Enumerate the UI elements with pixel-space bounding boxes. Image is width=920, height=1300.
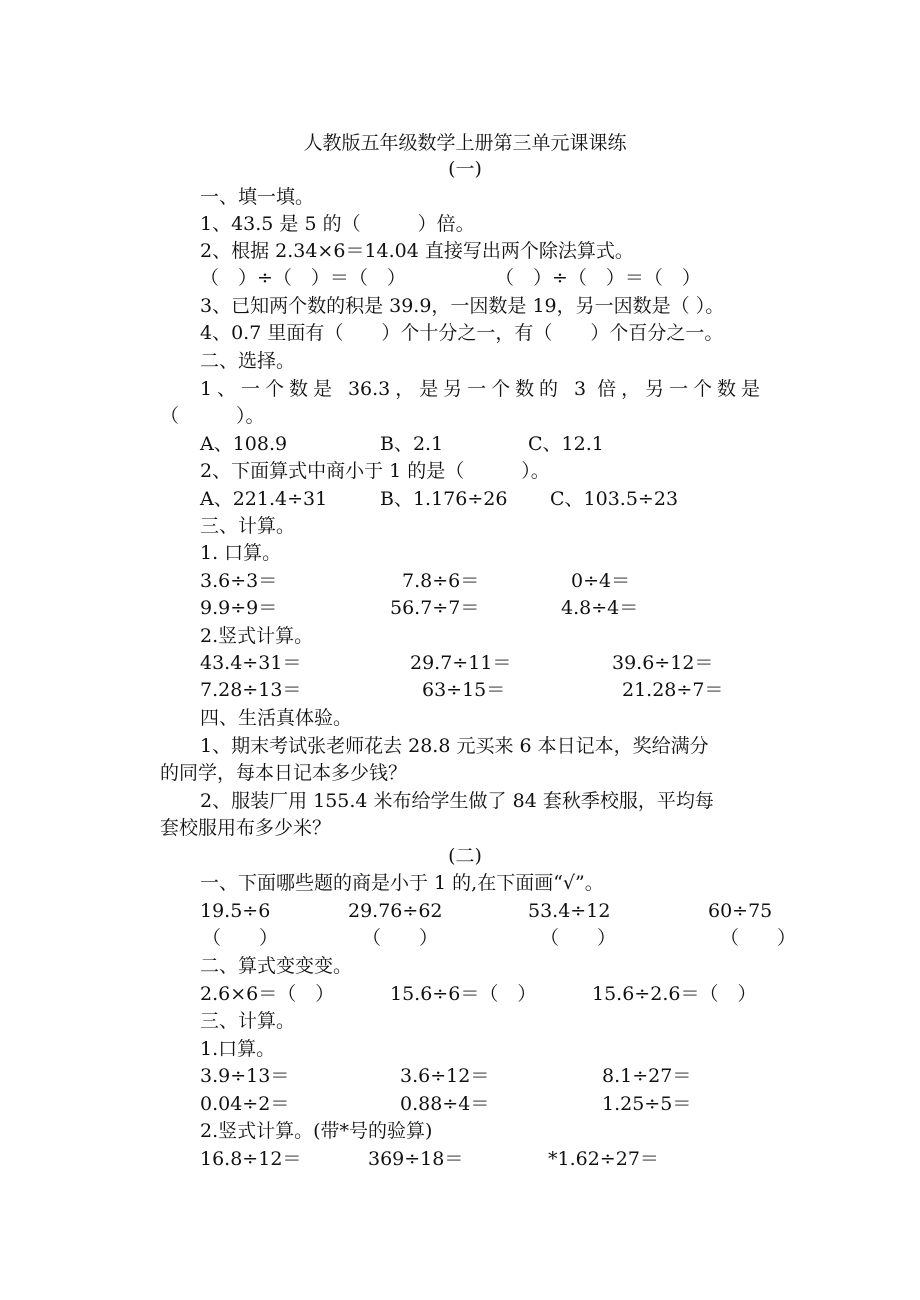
oral-item: 0.04÷2＝ xyxy=(200,1093,290,1115)
oral-item: 7.8÷6＝ xyxy=(402,570,480,592)
part-two-label: (二) xyxy=(448,845,482,867)
oral-item: 8.1÷27＝ xyxy=(602,1065,692,1087)
choice-2-option-b: B、1.176÷26 xyxy=(380,488,508,510)
part-two-vertical-label: 2.竖式计算。(带*号的验算) xyxy=(200,1120,433,1142)
oral-item: 3.6÷12＝ xyxy=(400,1065,490,1087)
section-choice-heading: 二、选择。 xyxy=(200,350,296,372)
vertical-item: 39.6÷12＝ xyxy=(612,652,714,674)
vertical-item: *1.62÷27＝ xyxy=(548,1148,659,1170)
check-blank: （ ） xyxy=(540,927,617,949)
fill-question-2-blank-b: （ ）÷（ ）＝（ ） xyxy=(495,267,701,289)
word-problem-2-line-2: 套校服用布多少米？ xyxy=(160,817,332,839)
choice-2-option-a: A、221.4÷31 xyxy=(200,488,328,510)
vertical-item: 43.4÷31＝ xyxy=(200,652,302,674)
choice-1-option-c: C、12.1 xyxy=(528,433,604,455)
transform-item: 2.6×6＝（ ） xyxy=(200,983,335,1005)
fill-question-2: 2、根据 2.34×6＝14.04 直接写出两个除法算式。 xyxy=(200,240,634,262)
vertical-calc-label: 2.竖式计算。 xyxy=(200,625,314,647)
oral-item: 56.7÷7＝ xyxy=(390,597,480,619)
fill-question-4: 4、0.7 里面有（ ）个十分之一，有（ ）个百分之一。 xyxy=(200,322,724,344)
section-life-heading: 四、生活真体验。 xyxy=(200,707,353,729)
quotient-item: 53.4÷12 xyxy=(528,900,611,922)
part-two-calc-heading: 三、计算。 xyxy=(200,1010,296,1032)
fill-question-1: 1、43.5 是 5 的（ ）倍。 xyxy=(200,213,475,235)
vertical-item: 29.7÷11＝ xyxy=(410,652,512,674)
word-problem-1-line-2: 的同学，每本日记本多少钱？ xyxy=(160,762,408,784)
oral-item: 3.6÷3＝ xyxy=(200,570,278,592)
oral-item: 0÷4＝ xyxy=(571,570,631,592)
quotient-check-heading: 一、下面哪些题的商是小于 1 的,在下面画“√”。 xyxy=(200,872,604,894)
check-blank: （ ） xyxy=(362,927,439,949)
vertical-item: 7.28÷13＝ xyxy=(200,679,302,701)
vertical-item: 63÷15＝ xyxy=(422,679,506,701)
choice-1-option-b: B、2.1 xyxy=(380,433,444,455)
choice-question-1-line-2: （ ）。 xyxy=(160,405,265,427)
part-two-oral-label: 1.口算。 xyxy=(200,1038,276,1060)
part-one-label: (一) xyxy=(448,158,482,180)
quotient-item: 60÷75 xyxy=(708,900,773,922)
oral-item: 1.25÷5＝ xyxy=(602,1093,692,1115)
oral-item: 0.88÷4＝ xyxy=(400,1093,490,1115)
quotient-item: 19.5÷6 xyxy=(200,900,271,922)
word-problem-1-line-1: 1、期末考试张老师花去 28.8 元买来 6 本日记本，奖给满分 xyxy=(200,735,709,757)
section-calc-heading: 三、计算。 xyxy=(200,515,296,537)
choice-1-option-a: A、108.9 xyxy=(200,433,288,455)
vertical-item: 369÷18＝ xyxy=(368,1148,464,1170)
page-title: 人教版五年级数学上册第三单元课课练 xyxy=(303,132,627,154)
transform-item: 15.6÷6＝（ ） xyxy=(390,983,537,1005)
section-fill-heading: 一、填一填。 xyxy=(200,186,315,208)
oral-item: 4.8÷4＝ xyxy=(561,597,639,619)
transform-item: 15.6÷2.6＝（ ） xyxy=(592,983,757,1005)
choice-question-2: 2、下面算式中商小于 1 的是（ ）。 xyxy=(200,460,550,482)
word-problem-2-line-1: 2、服装厂用 155.4 米布给学生做了 84 套秋季校服，平均每 xyxy=(200,790,714,812)
vertical-item: 16.8÷12＝ xyxy=(200,1148,302,1170)
transform-heading: 二、算式变变变。 xyxy=(200,955,353,977)
oral-item: 3.9÷13＝ xyxy=(200,1065,290,1087)
check-blank: （ ） xyxy=(720,927,797,949)
oral-calc-label: 1. 口算。 xyxy=(200,542,282,564)
fill-question-2-blank-a: （ ）÷（ ）＝（ ） xyxy=(200,267,406,289)
choice-2-option-c: C、103.5÷23 xyxy=(550,488,679,510)
quotient-item: 29.76÷62 xyxy=(348,900,443,922)
check-blank: （ ） xyxy=(202,927,279,949)
choice-question-1-line-1: 1、一个数是 36.3，是另一个数的 3 倍，另一个数是 xyxy=(200,378,760,400)
fill-question-3: 3、已知两个数的积是 39.9，一因数是 19，另一因数是（ ）。 xyxy=(200,295,725,317)
oral-item: 9.9÷9＝ xyxy=(200,597,278,619)
vertical-item: 21.28÷7＝ xyxy=(622,679,724,701)
